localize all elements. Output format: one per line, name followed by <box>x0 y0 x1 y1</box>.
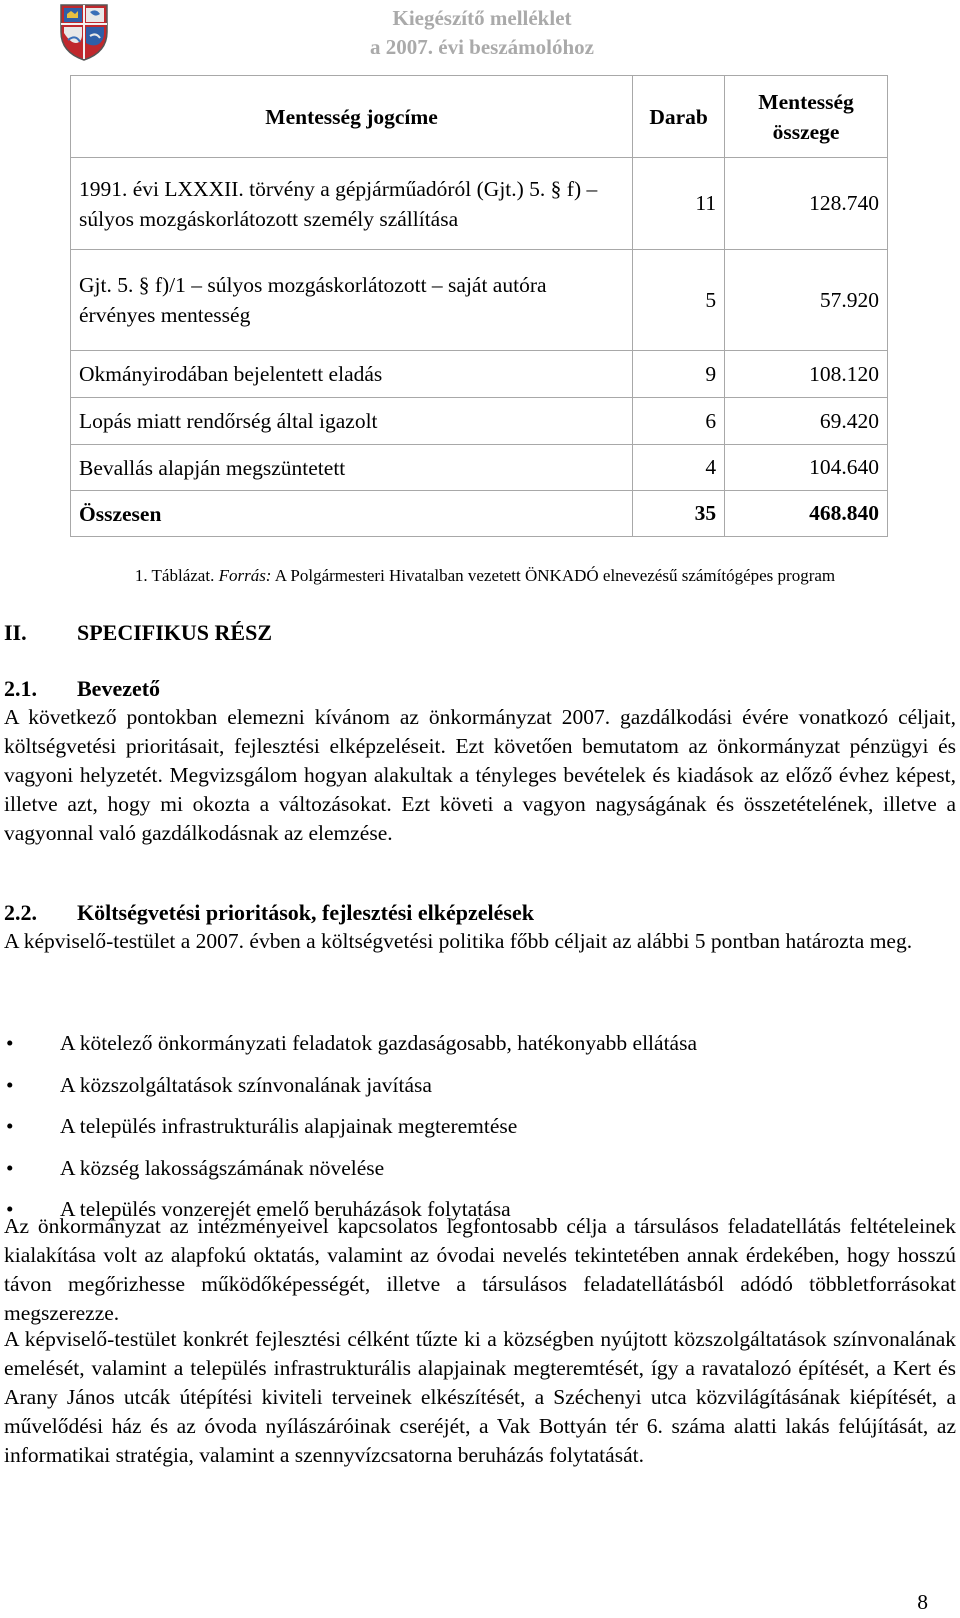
row-amount: 128.740 <box>725 158 888 250</box>
row-label: Okmányirodában bejelentett eladás <box>71 351 633 398</box>
row-label: Bevallás alapján megszüntetett <box>71 445 633 491</box>
table-row <box>71 445 888 491</box>
exemptions-table <box>70 75 888 537</box>
row-count: 5 <box>633 250 725 351</box>
list-item <box>4 1023 904 1065</box>
row-amount: 57.920 <box>725 250 888 351</box>
coat-of-arms-icon <box>58 2 110 62</box>
total-count: 35 <box>633 491 725 537</box>
table-header-row <box>71 76 888 158</box>
subsection-title: Bevezető <box>77 676 161 701</box>
subsection-heading <box>4 675 160 703</box>
priorities-list <box>4 1023 904 1231</box>
total-amount: 468.840 <box>725 491 888 537</box>
document-header <box>370 4 594 62</box>
subsection-number: 2.2. <box>4 900 37 925</box>
bullet-icon: • <box>6 1031 14 1055</box>
row-count: 4 <box>633 445 725 491</box>
table-row <box>71 398 888 445</box>
row-label: Gjt. 5. § f)/1 – súlyos mozgáskorlátozott – saját autóra érvényes mentesség <box>71 250 633 351</box>
total-label: Összesen <box>71 491 633 537</box>
column-header-title: Mentesség jogcíme <box>71 76 633 158</box>
row-amount: 104.640 <box>725 445 888 491</box>
row-amount: 69.420 <box>725 398 888 445</box>
caption-source-text: A Polgármesteri Hivatalban vezetett ÖNKADÓ elnevezésű számítógépes program <box>271 566 836 585</box>
institutions-paragraph: Az önkormányzat az intézményeivel kapcsolatos legfontosabb célja a társulásos feladatellátás feltételeinek kialakítása volt az alapfokú oktatás, valamint az óvodai nevelés tekintetében annak érdekében, hogy hosszú távon megőrizhesse működőképességét, illetve a társulásos feladatellátásból adódó többletforrásokat megszerezze. <box>4 1214 956 1325</box>
table-row <box>71 250 888 351</box>
list-item-text: A kötelező önkormányzati feladatok gazdaságosabb, hatékonyabb ellátása <box>60 1031 697 1055</box>
row-count: 9 <box>633 351 725 398</box>
column-header-amount: Mentesség összege <box>725 76 888 158</box>
subsection-heading <box>4 899 534 927</box>
list-item-text: A település infrastrukturális alapjainak megteremtése <box>60 1114 518 1138</box>
header-line-1: Kiegészítő melléklet <box>392 6 572 30</box>
page-number: 8 <box>917 1590 928 1614</box>
section-number: II. <box>4 620 27 645</box>
section-heading <box>4 619 272 647</box>
bullet-icon: • <box>6 1072 14 1097</box>
list-item-text: A közszolgáltatások színvonalának javítása <box>60 1072 432 1097</box>
row-count: 11 <box>633 158 725 250</box>
section-title: SPECIFIKUS RÉSZ <box>77 620 273 645</box>
row-count: 6 <box>633 398 725 445</box>
table-caption <box>70 566 900 586</box>
list-item-text: A község lakosságszámának növelése <box>60 1155 385 1180</box>
header-line-2: a 2007. évi beszámolóhoz <box>370 35 594 59</box>
priorities-paragraph: A képviselő-testület a 2007. évben a költségvetési politika főbb céljait az alábbi 5 pontban határozta meg. <box>4 929 913 953</box>
caption-prefix: 1. Táblázat. <box>134 566 219 585</box>
bullet-icon: • <box>6 1114 14 1138</box>
table-row <box>71 351 888 398</box>
column-header-count: Darab <box>633 76 725 158</box>
list-item-text: A település vonzerejét emelő beruházások folytatása <box>60 1197 511 1221</box>
list-item <box>4 1148 904 1190</box>
caption-source-label: Forrás: <box>218 566 272 585</box>
table-row <box>71 158 888 250</box>
table-total-row <box>71 491 888 537</box>
list-item <box>4 1106 904 1148</box>
row-label: 1991. évi LXXXII. törvény a gépjárműadóról (Gjt.) 5. § f) – súlyos mozgáskorlátozott személy szállítása <box>71 158 633 250</box>
subsection-title: Költségvetési prioritások, fejlesztési elképzelések <box>77 900 534 925</box>
row-label: Lopás miatt rendőrség által igazolt <box>71 398 633 445</box>
subsection-number: 2.1. <box>4 676 37 701</box>
bullet-icon: • <box>6 1155 14 1180</box>
development-paragraph: A képviselő-testület konkrét fejlesztési célként tűzte ki a községben nyújtott közszolgáltatások színvonalának emelését, valamint a település infrastrukturális alapjainak megteremtését, így a ravatalozó építését, a Kert és Arany János utcák útépítési kiviteli terveinek elkészítését, a Széchenyi utca közvilágításának kiépítését, a művelődési ház és az óvoda nyílászáróinak cseréjét, a Vak Bottyán tér 6. száma alatti lakás felújítását, az informatikai stratégia, valamint a szennyvízcsatorna beruházás folytatását. <box>4 1327 956 1467</box>
row-amount: 108.120 <box>725 351 888 398</box>
intro-paragraph: A következő pontokban elemezni kívánom az önkormányzat 2007. gazdálkodási évére vonatkozó céljait, költségvetési prioritásait, fejlesztési elképzeléseit. Ezt követően bemutatom az önkormányzat pénzügyi és vagyoni helyzetét. Megvizsgálom hogyan alakultak a tényleges bevételek és kiadások az előző évhez képest, illetve azt, hogy mi okozta a változásokat. Ezt követi a vagyon nagyságának és összetételének, illetve a vagyonnal való gazdálkodásnak az elemzése. <box>4 705 956 845</box>
list-item <box>4 1065 904 1107</box>
bullet-icon: • <box>6 1197 14 1221</box>
